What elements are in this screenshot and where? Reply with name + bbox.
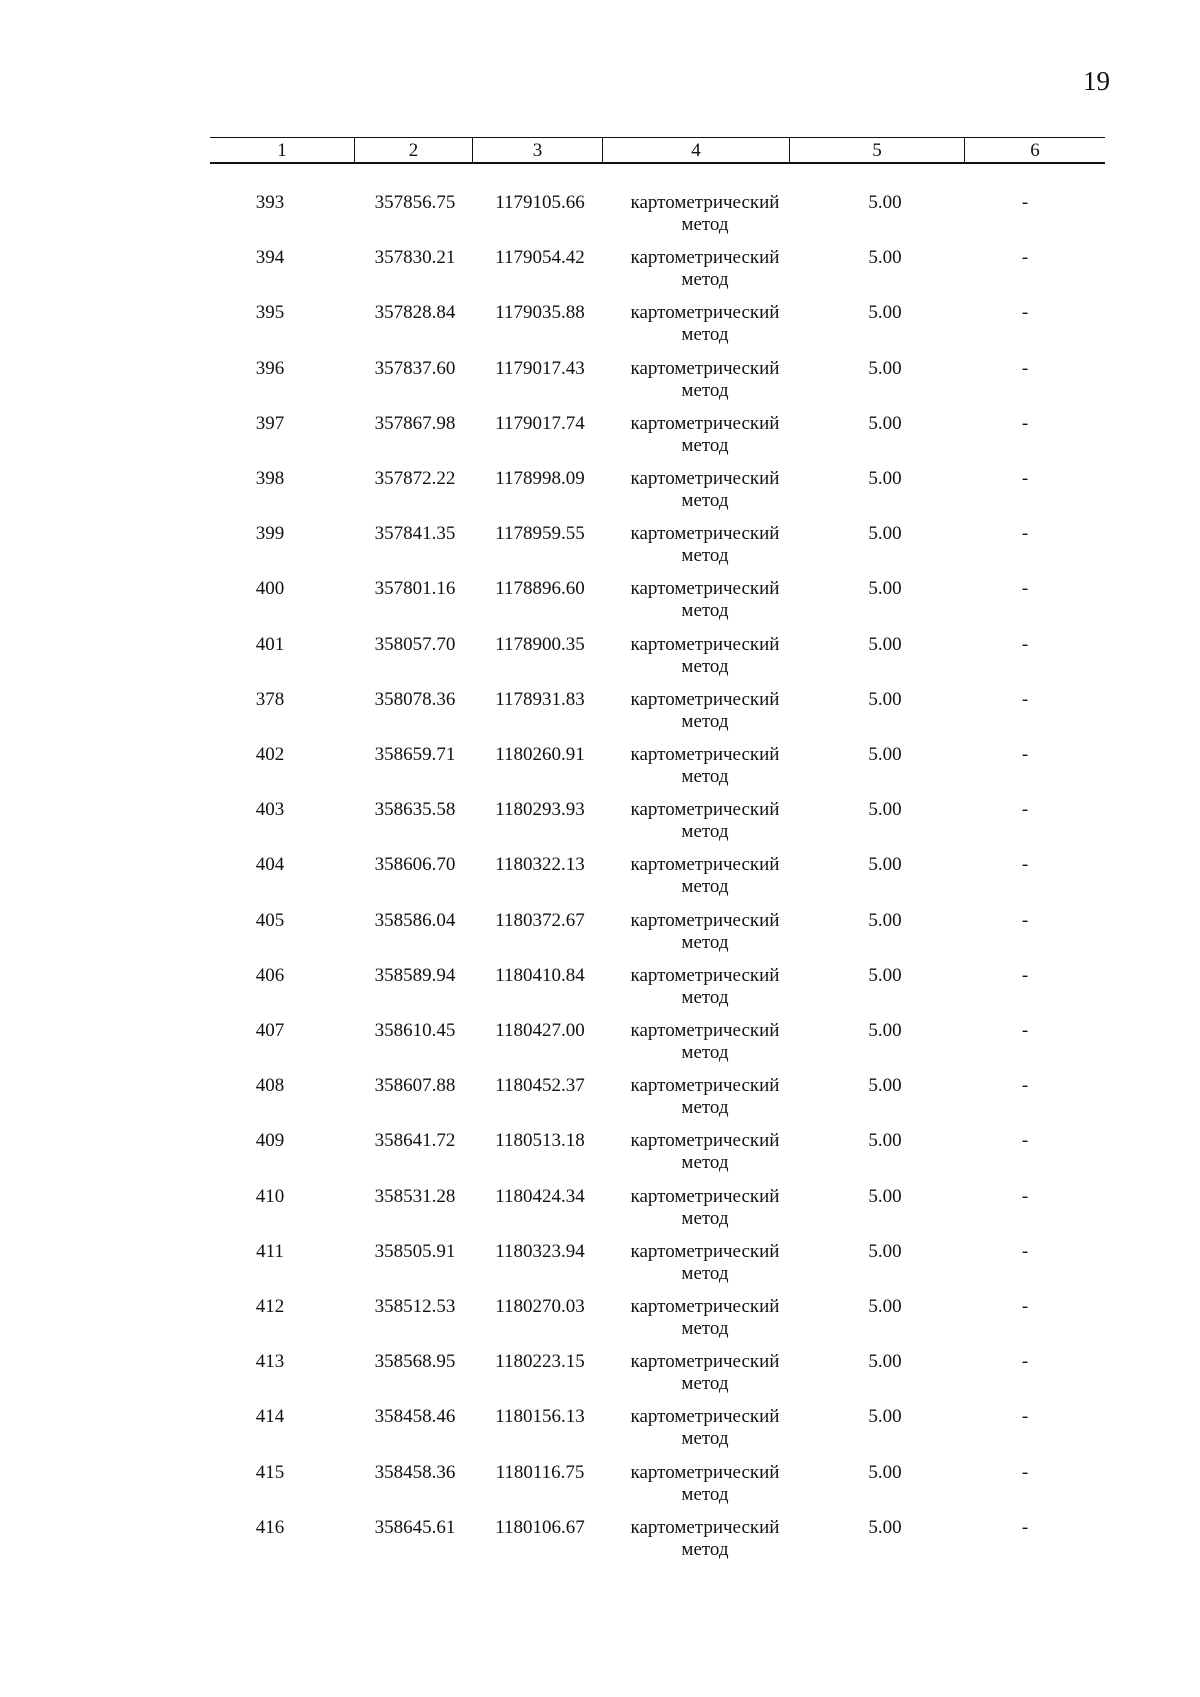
x-coordinate-cell: 358512.53	[374, 1296, 456, 1317]
y-coordinate-cell: 1180223.15	[495, 1351, 585, 1373]
table-header	[210, 137, 1105, 164]
description-cell: -	[1021, 1075, 1029, 1097]
method-cell	[600, 965, 810, 1009]
table-row	[210, 1351, 1105, 1403]
description-cell: -	[1021, 1020, 1029, 1041]
method-line-1: картометрический	[630, 964, 780, 986]
method-line-1: картометрический	[630, 357, 780, 379]
method-cell	[600, 1351, 810, 1395]
method-line-2: метод	[681, 931, 729, 953]
method-line-1: картометрический	[630, 523, 780, 545]
description-cell: -	[1021, 247, 1029, 269]
method-line-1: картометрический	[630, 412, 780, 434]
table-row	[210, 523, 1105, 575]
point-number-cell: 415	[255, 1461, 285, 1483]
table-row	[210, 634, 1105, 686]
x-coordinate-cell: 358589.94	[374, 964, 456, 986]
x-coordinate-cell: 357828.84	[374, 302, 456, 324]
method-line-2: метод	[681, 876, 729, 898]
page-number: 19	[1083, 66, 1110, 96]
method-line-2: метод	[681, 1042, 729, 1063]
y-coordinate-cell: 1180293.93	[495, 799, 585, 821]
method-line-2: метод	[681, 1262, 729, 1284]
header-col-6: 6	[1030, 140, 1040, 161]
accuracy-cell: 5.00	[868, 633, 902, 655]
accuracy-cell: 5.00	[868, 1461, 902, 1483]
x-coordinate-cell: 358505.91	[374, 1240, 456, 1262]
table-row	[210, 1296, 1105, 1348]
method-line-1: картометрический	[630, 1185, 780, 1207]
description-cell: -	[1021, 1461, 1029, 1483]
description-cell: -	[1021, 854, 1029, 876]
method-line-1: картометрический	[630, 744, 780, 765]
method-line-2: метод	[681, 379, 729, 401]
description-cell: -	[1021, 1351, 1029, 1373]
table-row	[210, 910, 1105, 962]
method-cell	[600, 1517, 810, 1561]
accuracy-cell: 5.00	[868, 468, 902, 489]
point-number-cell: 399	[255, 523, 285, 545]
method-line-2: метод	[681, 1207, 729, 1229]
point-number-cell: 408	[255, 1075, 285, 1097]
accuracy-cell: 5.00	[868, 1406, 902, 1428]
x-coordinate-cell: 357867.98	[374, 412, 456, 434]
x-coordinate-cell: 358659.71	[374, 744, 456, 765]
table-row	[210, 1517, 1105, 1569]
y-coordinate-cell: 1180513.18	[495, 1130, 585, 1152]
table-row	[210, 192, 1105, 244]
method-line-2: метод	[681, 1373, 729, 1395]
table-row	[210, 1186, 1105, 1238]
method-cell	[600, 413, 810, 457]
accuracy-cell: 5.00	[868, 247, 902, 269]
method-cell	[600, 192, 810, 236]
x-coordinate-cell: 358645.61	[374, 1516, 456, 1538]
point-number-cell: 394	[255, 247, 285, 269]
y-coordinate-cell: 1180372.67	[495, 909, 585, 931]
y-coordinate-cell: 1179054.42	[495, 247, 585, 269]
method-line-2: метод	[681, 986, 729, 1008]
description-cell: -	[1021, 412, 1029, 434]
y-coordinate-cell: 1178998.09	[495, 468, 585, 489]
description-cell: -	[1021, 688, 1029, 710]
y-coordinate-cell: 1180270.03	[495, 1296, 585, 1317]
description-cell: -	[1021, 1406, 1029, 1428]
accuracy-cell: 5.00	[868, 688, 902, 710]
method-line-2: метод	[681, 1097, 729, 1119]
point-number-cell: 413	[255, 1351, 285, 1373]
table-row	[210, 302, 1105, 354]
accuracy-cell: 5.00	[868, 1130, 902, 1152]
x-coordinate-cell: 357841.35	[374, 523, 456, 545]
method-cell	[600, 1075, 810, 1119]
x-coordinate-cell: 358458.46	[374, 1406, 456, 1428]
method-line-1: картометрический	[630, 1516, 780, 1538]
method-line-1: картометрический	[630, 909, 780, 931]
method-line-1: картометрический	[630, 302, 780, 324]
method-line-2: метод	[681, 1483, 729, 1505]
x-coordinate-cell: 357830.21	[374, 247, 456, 269]
method-line-1: картометрический	[630, 578, 780, 600]
x-coordinate-cell: 358610.45	[374, 1020, 456, 1041]
x-coordinate-cell: 358078.36	[374, 688, 456, 710]
accuracy-cell: 5.00	[868, 1240, 902, 1262]
description-cell: -	[1021, 1130, 1029, 1152]
method-line-2: метод	[681, 710, 729, 732]
y-coordinate-cell: 1180323.94	[495, 1240, 585, 1262]
accuracy-cell: 5.00	[868, 854, 902, 876]
description-cell: -	[1021, 302, 1029, 324]
accuracy-cell: 5.00	[868, 1185, 902, 1207]
accuracy-cell: 5.00	[868, 1296, 902, 1317]
table-row	[210, 1130, 1105, 1182]
method-cell	[600, 578, 810, 622]
header-col-1: 1	[210, 138, 355, 162]
accuracy-cell: 5.00	[868, 744, 902, 765]
point-number-cell: 414	[255, 1406, 285, 1428]
description-cell: -	[1021, 523, 1029, 545]
method-line-1: картометрический	[630, 799, 780, 821]
point-number-cell: 411	[256, 1240, 284, 1262]
description-cell: -	[1021, 799, 1029, 821]
method-cell	[600, 1241, 810, 1285]
x-coordinate-cell: 358531.28	[374, 1185, 456, 1207]
y-coordinate-cell: 1179035.88	[495, 302, 585, 324]
table-row	[210, 1020, 1105, 1072]
method-cell	[600, 744, 810, 788]
method-cell	[600, 799, 810, 843]
method-line-1: картометрический	[630, 688, 780, 710]
x-coordinate-cell: 358635.58	[374, 799, 456, 821]
x-coordinate-cell: 358607.88	[374, 1075, 456, 1097]
point-number-cell: 409	[255, 1130, 285, 1152]
method-line-1: картометрический	[630, 633, 780, 655]
method-cell	[600, 689, 810, 733]
description-cell: -	[1021, 1240, 1029, 1262]
x-coordinate-cell: 358641.72	[374, 1130, 456, 1152]
y-coordinate-cell: 1180116.75	[495, 1461, 585, 1483]
accuracy-cell: 5.00	[868, 1075, 902, 1097]
method-line-1: картометрический	[630, 247, 780, 269]
point-number-cell: 378	[255, 688, 285, 710]
method-line-1: картометрический	[630, 854, 780, 876]
method-line-2: метод	[681, 1318, 729, 1339]
method-line-2: метод	[681, 214, 729, 235]
method-line-1: картометрический	[630, 468, 780, 489]
method-line-2: метод	[681, 269, 729, 291]
description-cell: -	[1021, 578, 1029, 600]
description-cell: -	[1021, 1296, 1029, 1317]
method-line-2: метод	[681, 766, 729, 787]
table-row	[210, 689, 1105, 741]
y-coordinate-cell: 1180260.91	[495, 744, 585, 765]
accuracy-cell: 5.00	[868, 302, 902, 324]
y-coordinate-cell: 1179017.74	[495, 412, 585, 434]
method-line-2: метод	[681, 1538, 729, 1560]
accuracy-cell: 5.00	[868, 1020, 902, 1041]
table-row	[210, 247, 1105, 299]
method-cell	[600, 302, 810, 346]
accuracy-cell: 5.00	[868, 192, 902, 213]
y-coordinate-cell: 1178896.60	[495, 578, 585, 600]
accuracy-cell: 5.00	[868, 909, 902, 931]
table-row	[210, 799, 1105, 851]
method-line-1: картометрический	[630, 1351, 780, 1373]
method-line-1: картометрический	[630, 1461, 780, 1483]
y-coordinate-cell: 1180106.67	[495, 1516, 585, 1538]
method-line-2: метод	[681, 821, 729, 843]
table-row	[210, 965, 1105, 1017]
accuracy-cell: 5.00	[868, 523, 902, 545]
method-line-2: метод	[681, 434, 729, 456]
accuracy-cell: 5.00	[868, 1516, 902, 1538]
x-coordinate-cell: 358606.70	[374, 854, 456, 876]
method-cell	[600, 1462, 810, 1506]
method-cell	[600, 358, 810, 402]
accuracy-cell: 5.00	[868, 357, 902, 379]
accuracy-cell: 5.00	[868, 964, 902, 986]
description-cell: -	[1021, 633, 1029, 655]
method-line-1: картометрический	[630, 1296, 780, 1317]
method-line-1: картометрический	[630, 1240, 780, 1262]
x-coordinate-cell: 357856.75	[374, 192, 456, 213]
point-number-cell: 400	[255, 578, 285, 600]
description-cell: -	[1021, 1516, 1029, 1538]
header-col-5: 5	[790, 138, 965, 162]
method-line-2: метод	[681, 1152, 729, 1174]
method-cell	[600, 910, 810, 954]
method-line-1: картометрический	[630, 1406, 780, 1428]
method-cell	[600, 854, 810, 898]
y-coordinate-cell: 1178931.83	[495, 688, 585, 710]
header-col-4: 4	[603, 138, 790, 162]
method-line-1: картометрический	[630, 1130, 780, 1152]
y-coordinate-cell: 1180322.13	[495, 854, 585, 876]
point-number-cell: 407	[255, 1020, 285, 1041]
accuracy-cell: 5.00	[868, 799, 902, 821]
point-number-cell: 404	[255, 854, 285, 876]
table-row	[210, 1241, 1105, 1293]
point-number-cell: 403	[255, 799, 285, 821]
y-coordinate-cell: 1178900.35	[495, 633, 585, 655]
x-coordinate-cell: 357872.22	[374, 468, 456, 489]
point-number-cell: 412	[255, 1296, 285, 1317]
method-line-2: метод	[681, 545, 729, 567]
table-row	[210, 744, 1105, 796]
method-cell	[600, 1130, 810, 1174]
y-coordinate-cell: 1179105.66	[495, 192, 585, 213]
method-line-2: метод	[681, 324, 729, 346]
method-cell	[600, 634, 810, 678]
accuracy-cell: 5.00	[868, 1351, 902, 1373]
x-coordinate-cell: 358586.04	[374, 909, 456, 931]
method-cell	[600, 247, 810, 291]
y-coordinate-cell: 1180156.13	[495, 1406, 585, 1428]
accuracy-cell: 5.00	[868, 412, 902, 434]
x-coordinate-cell: 358057.70	[374, 633, 456, 655]
point-number-cell: 393	[255, 192, 285, 213]
table-row	[210, 1075, 1105, 1127]
method-cell	[600, 1186, 810, 1230]
x-coordinate-cell: 357837.60	[374, 357, 456, 379]
method-line-1: картометрический	[630, 192, 780, 213]
method-line-2: метод	[681, 600, 729, 622]
point-number-cell: 395	[255, 302, 285, 324]
point-number-cell: 401	[255, 633, 285, 655]
description-cell: -	[1021, 192, 1029, 213]
point-number-cell: 398	[255, 468, 285, 489]
table-row	[210, 468, 1105, 520]
method-cell	[600, 523, 810, 567]
method-line-1: картометрический	[630, 1075, 780, 1097]
method-line-2: метод	[681, 490, 729, 511]
y-coordinate-cell: 1180427.00	[495, 1020, 585, 1041]
header-col-2: 2	[355, 138, 473, 162]
table-row	[210, 1406, 1105, 1458]
method-line-2: метод	[681, 655, 729, 677]
point-number-cell: 406	[255, 964, 285, 986]
description-cell: -	[1021, 357, 1029, 379]
point-number-cell: 410	[255, 1185, 285, 1207]
description-cell: -	[1021, 744, 1029, 765]
table-row	[210, 1462, 1105, 1514]
method-cell	[600, 1020, 810, 1064]
method-line-1: картометрический	[630, 1020, 780, 1041]
table-row	[210, 358, 1105, 410]
x-coordinate-cell: 358458.36	[374, 1461, 456, 1483]
y-coordinate-cell: 1178959.55	[495, 523, 585, 545]
point-number-cell: 416	[255, 1516, 285, 1538]
description-cell: -	[1021, 1185, 1029, 1207]
table-row	[210, 578, 1105, 630]
description-cell: -	[1021, 909, 1029, 931]
method-cell	[600, 1296, 810, 1340]
table-row	[210, 854, 1105, 906]
header-col-3: 3	[473, 138, 603, 162]
y-coordinate-cell: 1180452.37	[495, 1075, 585, 1097]
point-number-cell: 405	[255, 909, 285, 931]
accuracy-cell: 5.00	[868, 578, 902, 600]
table-row	[210, 413, 1105, 465]
method-cell	[600, 468, 810, 512]
point-number-cell: 402	[255, 744, 285, 765]
point-number-cell: 396	[255, 357, 285, 379]
description-cell: -	[1021, 964, 1029, 986]
method-cell	[600, 1406, 810, 1450]
y-coordinate-cell: 1179017.43	[495, 357, 585, 379]
x-coordinate-cell: 358568.95	[374, 1351, 456, 1373]
point-number-cell: 397	[255, 412, 285, 434]
y-coordinate-cell: 1180424.34	[495, 1185, 585, 1207]
y-coordinate-cell: 1180410.84	[495, 964, 585, 986]
method-line-2: метод	[681, 1428, 729, 1450]
x-coordinate-cell: 357801.16	[374, 578, 456, 600]
description-cell: -	[1021, 468, 1029, 489]
